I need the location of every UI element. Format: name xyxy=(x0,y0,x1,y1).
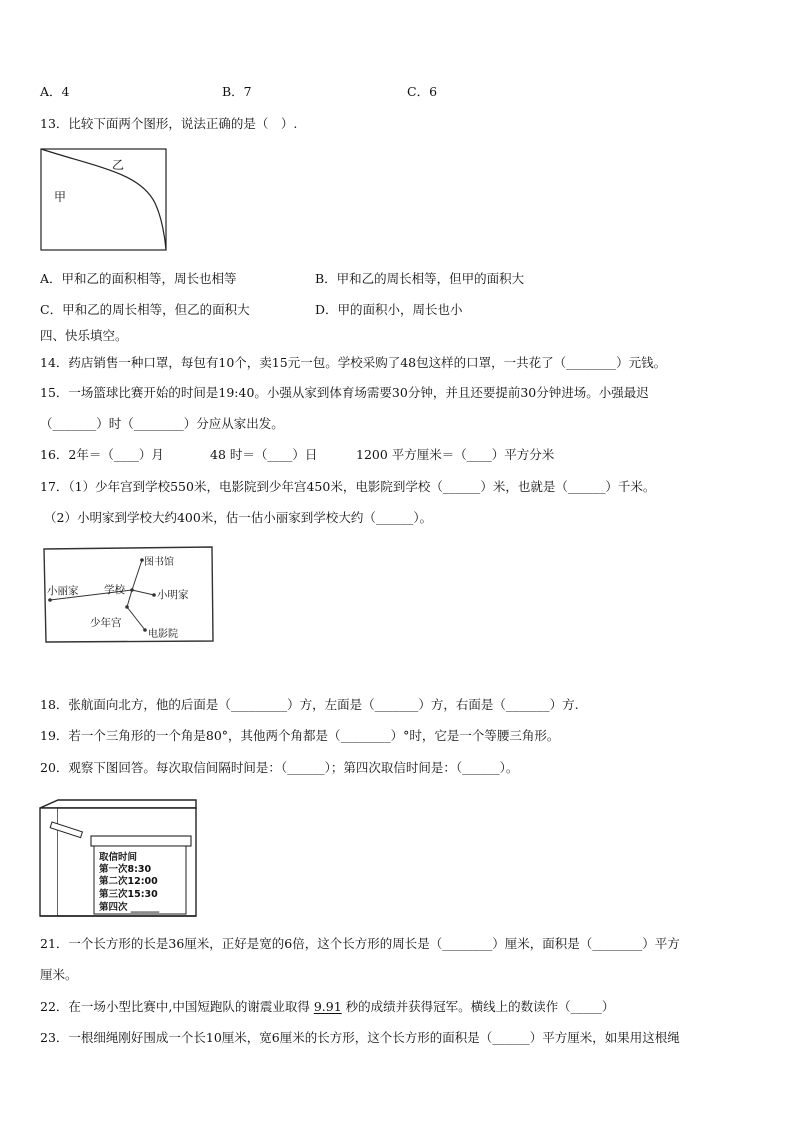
q22-underlined-number: 9.91 xyxy=(313,999,342,1014)
map-label-xiaoming: 小明家 xyxy=(157,589,189,601)
q13-option-b: B．甲和乙的周长相等，但甲的面积大 xyxy=(315,271,525,286)
q14: 14．药店销售一种口罩，每包有10个，卖15元一包。学校采购了48包这样的口罩，一共花了（________）元钱。 xyxy=(40,355,667,370)
map-label-xiaoli: 小丽家 xyxy=(47,585,79,597)
section-heading: 四、快乐填空。 xyxy=(40,328,128,343)
q12-option-a: A．4 xyxy=(40,84,70,99)
q21-line1: 21．一个长方形的长是36厘米，正好是宽的6倍，这个长方形的周长是（________）厘米，面积是（________）平方 xyxy=(40,936,680,951)
q23: 23．一根细绳刚好围成一个长10厘米，宽6厘米的长方形，这个长方形的面积是（______）平方厘米，如果用这根绳 xyxy=(40,1030,680,1045)
q16-part-b: 48 时＝（____）日 xyxy=(210,447,318,462)
q22-post: 秒的成绩并获得冠军。横线上的数读作（_____） xyxy=(341,999,615,1014)
q19: 19．若一个三角形的一个角是80°，其他两个角都是（________）°时，它是一个等腰三角形。 xyxy=(40,728,560,743)
q13-stem: 13．比较下面两个图形，说法正确的是（ ）. xyxy=(40,116,298,131)
q13-label-yi: 乙 xyxy=(112,158,125,172)
q13-option-a: A．甲和乙的面积相等，周长也相等 xyxy=(40,271,237,286)
q16-part-a: 16．2年＝（____）月 xyxy=(40,447,164,462)
q18: 18．张航面向北方，他的后面是（_________）方，左面是（_______）方，右面是（_______）方. xyxy=(40,697,579,712)
q13-option-d: D．甲的面积小，周长也小 xyxy=(315,302,463,317)
q20-mailbox xyxy=(38,798,198,918)
q12-option-c: C．6 xyxy=(407,84,438,99)
map-label-school: 学校 xyxy=(104,584,125,596)
q20-stem: 20．观察下图回答。每次取信间隔时间是：（______）；第四次取信时间是：（______）。 xyxy=(40,760,519,775)
q12-option-b: B．7 xyxy=(222,84,252,99)
q22-pre: 22．在一场小型比赛中,中国短跑队的谢震业取得 xyxy=(40,999,314,1014)
q21-line2: 厘米。 xyxy=(40,967,78,982)
mailbox-time-4: 第四次 ______ xyxy=(99,902,160,913)
mailbox-time-1: 第一次8:30 xyxy=(99,864,152,875)
q17-line2: （2）小明家到学校大约400米，估一估小丽家到学校大约（______）。 xyxy=(44,510,433,525)
q15-line2: （_______）时（________）分应从家出发。 xyxy=(40,416,284,431)
q16-part-c: 1200 平方厘米＝（____）平方分米 xyxy=(356,447,555,462)
q17-line1: 17．（1）少年宫到学校550米，电影院到少年宫450米，电影院到学校（______）米，也就是（______）千米。 xyxy=(40,479,656,494)
q22 xyxy=(40,999,614,1015)
q17-map xyxy=(42,545,214,643)
q13-figure xyxy=(40,148,168,252)
mailbox-time-2: 第二次12:00 xyxy=(99,876,158,887)
q15-line1: 15．一场篮球比赛开始的时间是19:40。小强从家到体育场需要30分钟，并且还要提前30分钟进场。小强最迟 xyxy=(40,385,649,400)
mailbox-time-3: 第三次15:30 xyxy=(99,889,158,900)
map-label-library: 图书馆 xyxy=(144,557,174,568)
mailbox-sign-title: 取信时间 xyxy=(99,852,138,863)
q13-label-jia: 甲 xyxy=(54,190,67,204)
map-label-cinema: 电影院 xyxy=(148,629,178,640)
map-label-youth-palace: 少年宫 xyxy=(90,617,122,629)
q13-option-c: C．甲和乙的周长相等，但乙的面积大 xyxy=(40,302,250,317)
